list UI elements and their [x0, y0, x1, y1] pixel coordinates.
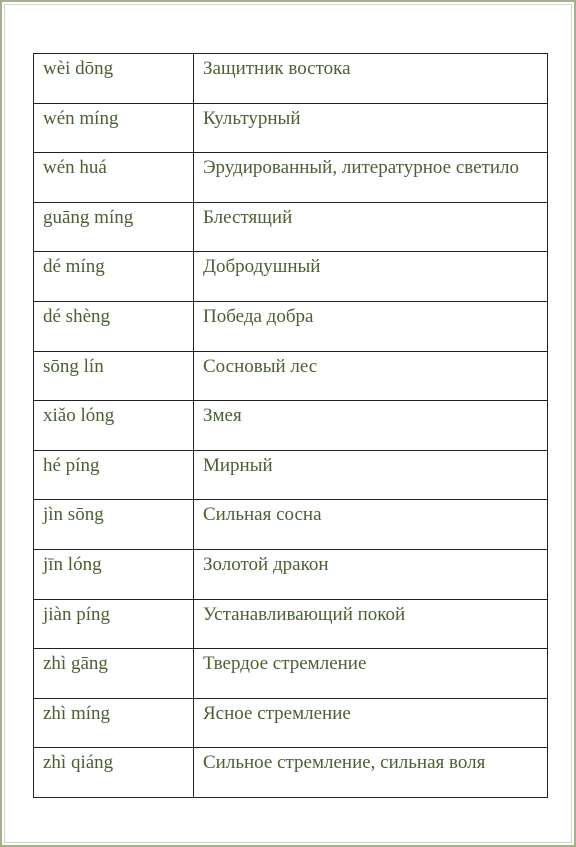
meaning-cell: Блестящий [194, 202, 548, 252]
pinyin-cell: wén huá [34, 153, 194, 203]
table-row [34, 748, 548, 798]
meaning-cell: Эрудированный, литературное светило [194, 153, 548, 203]
pinyin-cell: wèi dōng [34, 54, 194, 104]
pinyin-cell: jìn sōng [34, 500, 194, 550]
pinyin-cell: zhì míng [34, 698, 194, 748]
pinyin-cell: dé míng [34, 252, 194, 302]
meaning-cell: Победа добра [194, 301, 548, 351]
table-row [34, 450, 548, 500]
meaning-cell: Добродушный [194, 252, 548, 302]
meaning-cell: Змея [194, 401, 548, 451]
pinyin-cell: zhì gāng [34, 649, 194, 699]
meaning-cell: Ясное стремление [194, 698, 548, 748]
meaning-cell: Мирный [194, 450, 548, 500]
meaning-cell: Культурный [194, 103, 548, 153]
pinyin-cell: zhì qiáng [34, 748, 194, 798]
pinyin-cell: hé píng [34, 450, 194, 500]
pinyin-cell: jīn lóng [34, 549, 194, 599]
meaning-cell: Золотой дракон [194, 549, 548, 599]
pinyin-cell: jiàn píng [34, 599, 194, 649]
meaning-cell: Твердое стремление [194, 649, 548, 699]
table-row [34, 103, 548, 153]
table-row [34, 549, 548, 599]
table-row [34, 351, 548, 401]
table-row [34, 649, 548, 699]
table-row [34, 500, 548, 550]
pinyin-cell: dé shèng [34, 301, 194, 351]
table-row [34, 202, 548, 252]
pinyin-cell: wén míng [34, 103, 194, 153]
table-row [34, 599, 548, 649]
table-row [34, 401, 548, 451]
table-row [34, 54, 548, 104]
pinyin-cell: sōng lín [34, 351, 194, 401]
names-table [33, 53, 548, 798]
meaning-cell: Защитник востока [194, 54, 548, 104]
table-row [34, 698, 548, 748]
meaning-cell: Сосновый лес [194, 351, 548, 401]
table-row [34, 153, 548, 203]
pinyin-cell: xiǎo lóng [34, 401, 194, 451]
table-row [34, 301, 548, 351]
meaning-cell: Сильная сосна [194, 500, 548, 550]
meaning-cell: Сильное стремление, сильная воля [194, 748, 548, 798]
table-row [34, 252, 548, 302]
pinyin-cell: guāng míng [34, 202, 194, 252]
meaning-cell: Устанавливающий покой [194, 599, 548, 649]
